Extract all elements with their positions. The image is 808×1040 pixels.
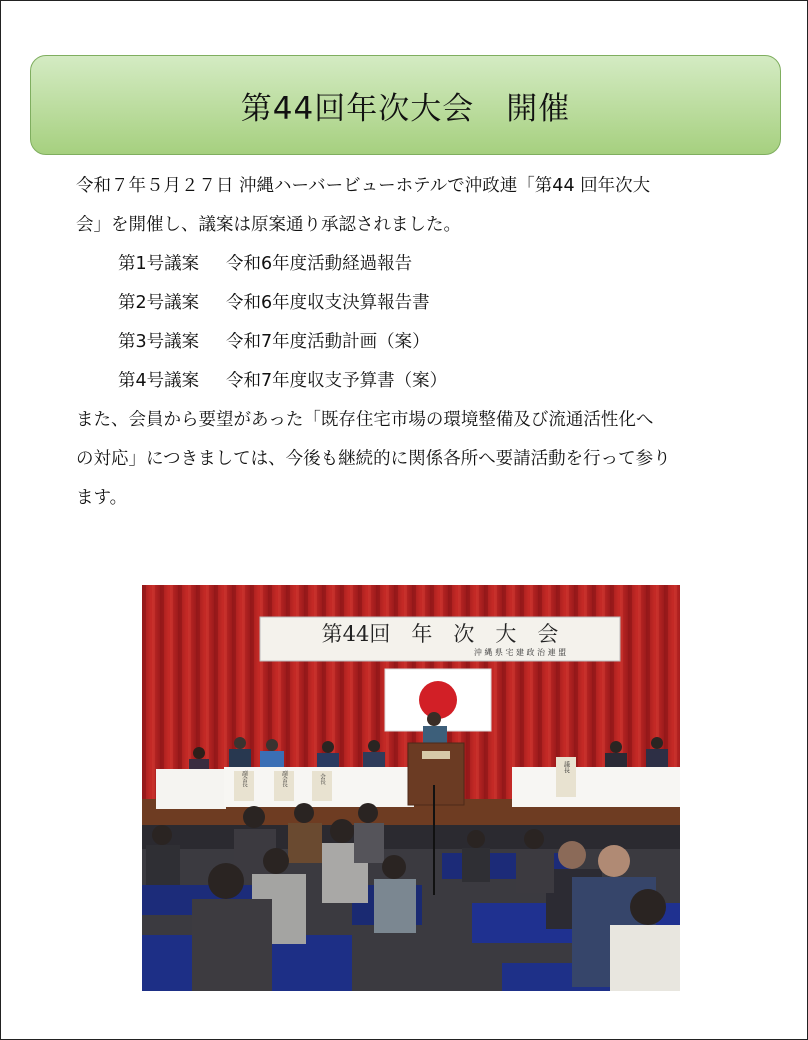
agenda-item-title: 令和6年度活動経過報告	[226, 254, 413, 274]
agenda-item-label: 第2号議案	[118, 293, 200, 313]
paragraph-1-line-1: 令和７年５月２７日 沖縄ハーバービューホテルで沖政連「第44 回年次大	[76, 176, 651, 196]
paragraph-2-line-1: また、会員から要望があった「既存住宅市場の環境整備及び流通活性化へ	[76, 410, 654, 430]
agenda-item-label: 第3号議案	[118, 332, 200, 352]
agenda-item-label: 第4号議案	[118, 371, 200, 391]
name-placard-text: 副会長	[281, 770, 287, 788]
agenda-item-title: 令和6年度収支決算報告書	[226, 293, 430, 313]
name-placard-text: 会長	[319, 773, 325, 785]
name-placard-text: 議長	[562, 761, 570, 773]
paragraph-2-line-2: の対応」につきましては、今後も継続的に関係各所へ要請活動を行って参り	[76, 449, 671, 469]
agenda-item	[76, 284, 766, 323]
agenda-item	[76, 362, 766, 401]
agenda-item-title: 令和7年度収支予算書（案）	[226, 371, 448, 391]
head-table-left	[156, 769, 226, 809]
page-title: 第44回年次大会 開催	[240, 90, 571, 127]
head-table-right	[512, 767, 680, 807]
name-placard-text: 副会長	[241, 770, 247, 788]
event-photo	[142, 585, 680, 991]
paragraph-1-line-2: 会」を開催し、議案は原案通り承認されました。	[76, 215, 461, 235]
agenda-item	[76, 245, 766, 284]
agenda-item-label: 第1号議案	[118, 254, 200, 274]
heading-banner	[30, 55, 781, 155]
event-banner-title: 第44回 年 次 大 会	[321, 622, 559, 646]
agenda-item	[76, 323, 766, 362]
paragraph-2-line-3: ます。	[76, 488, 128, 508]
agenda-item-title: 令和7年度活動計画（案）	[226, 332, 430, 352]
event-banner-subtitle: 沖 縄 県 宅 建 政 治 連 盟	[473, 648, 567, 657]
podium-emblem	[422, 751, 450, 759]
article-body	[76, 167, 766, 518]
